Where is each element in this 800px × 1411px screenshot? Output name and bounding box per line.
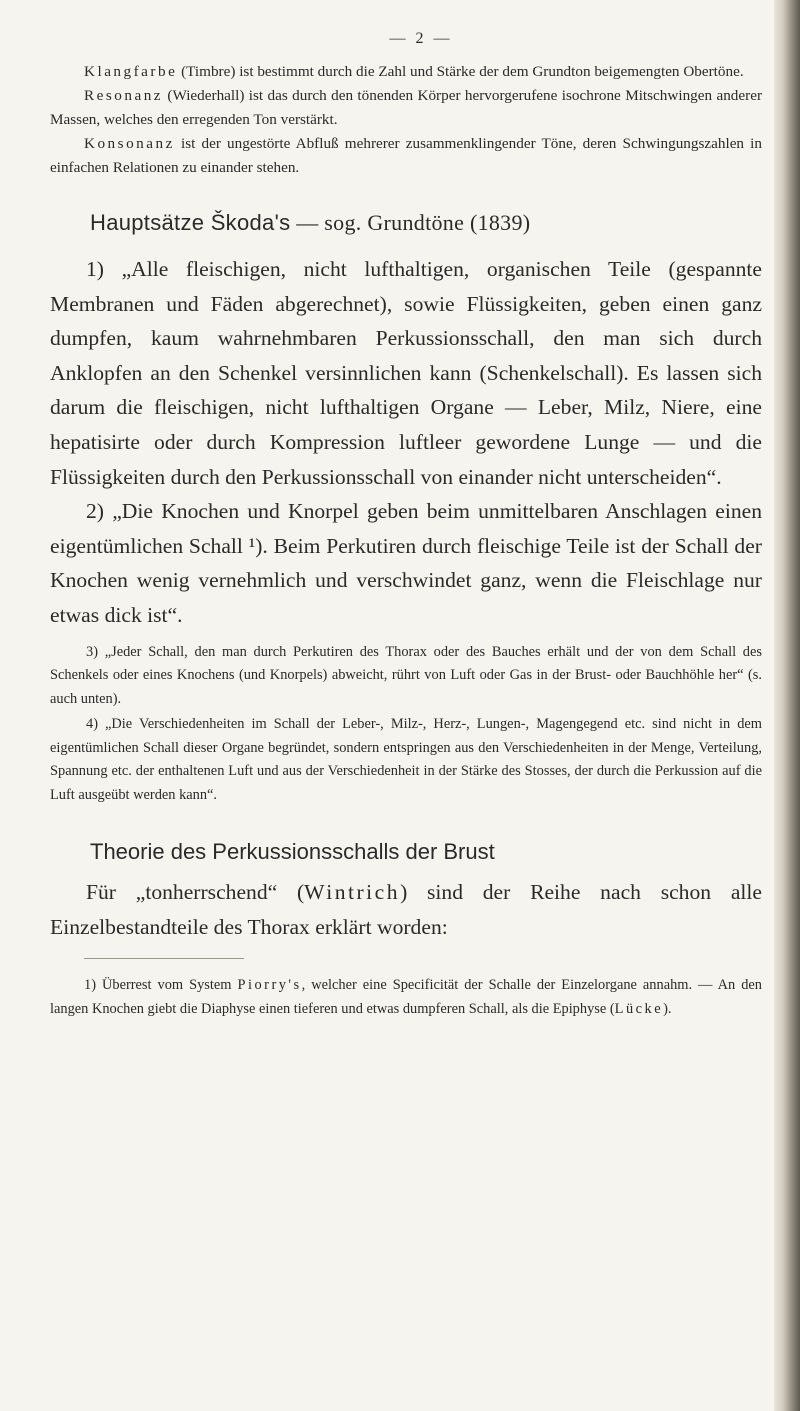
section-heading-theorie: Theorie des Perkussionsschalls der Brust xyxy=(90,839,495,865)
footnote-divider xyxy=(84,958,244,959)
page-number: — 2 — xyxy=(389,30,453,47)
term: Resonanz xyxy=(84,87,164,104)
page-edge-shadow xyxy=(774,0,800,1411)
footnote: 1) Überrest vom System Piorry's, welcher eine Specificität der Schalle der Einzelorgane annahm. — An den langen Knochen giebt die Diaphyse einen tieferen und etwas dumpferen Schall, als die Epiphyse (Lücke). xyxy=(50,977,762,1018)
paragraph-1: 1) „Alle fleischigen, nicht lufthaltigen, organischen Teile (gespannte Membranen und Fäden abgerechnet), sowie Flüssigkeiten, geben einen ganz dumpfen, kaum wahrnehmbaren Perkussionsschall, den man sich durch Anklopfen an den Schenkel versinnlichen kann (Schenkelschall). Es lassen sich darum die fleischigen, nicht lufthaltigen Organe — Leber, Milz, Niere, eine hepatisirte oder durch Kompression luftleer gewordene Lunge — und die Flüssigkeiten durch den Perkussionsschall von einander nicht unterscheiden“. xyxy=(50,257,762,489)
definition-klangfarbe: Klangfarbe (Timbre) ist bestimmt durch die Zahl und Stärke der dem Grundton beigemengten Obertöne. xyxy=(84,63,744,80)
definition-konsonanz: Konsonanz ist der ungestörte Abfluß mehrerer zusammenklingender Töne, deren Schwingungszahlen in einfachen Relationen zu einander stehen. xyxy=(50,135,762,176)
term: Konsonanz xyxy=(84,135,175,152)
book-page xyxy=(50,30,762,1021)
definition-resonanz: Resonanz (Wiederhall) ist das durch den tönenden Körper hervorgerufene isochrone Mitschwingen anderer Massen, welches den erregenden Ton verstärkt. xyxy=(50,87,762,128)
section-heading-skoda: Hauptsätze Škoda's — sog. Grundtöne (1839) xyxy=(90,210,531,235)
paragraph-2: 2) „Die Knochen und Knorpel geben beim unmittelbaren Anschlagen einen eigentümlichen Schall ¹). Beim Perkutiren durch fleischige Teile ist der Schall der Knochen wenig vernehmlich und verschwindet ganz, wenn die Fleischlage nur etwas dick ist“. xyxy=(50,499,762,627)
paragraph-theorie: Für „tonherrschend“ (Wintrich) sind der Reihe nach schon alle Einzelbestandteile des Thorax erklärt worden: xyxy=(50,880,762,939)
paragraph-3: 3) „Jeder Schall, den man durch Perkutiren des Thorax oder des Bauches erhält und der von dem Schall des Schenkels oder eines Knochens (und Knorpels) abweicht, rührt von Luft oder Gas in der Brust- oder Bauchhöhle her“ (s. auch unten). xyxy=(50,643,762,707)
term: Klangfarbe xyxy=(84,63,178,80)
paragraph-4: 4) „Die Verschiedenheiten im Schall der Leber-, Milz-, Herz-, Lungen-, Magengegend etc. sind nicht in dem eigentümlichen Schall dieser Organe begründet, sondern entspringen aus den Verschiedenheiten in der Menge, Verteilung, Spannung etc. der enthaltenen Luft und aus der Verschiedenheit in der Stärke des Stosses, der durch die Perkussion auf die Luft ausgeübt werden kann“. xyxy=(50,716,762,803)
